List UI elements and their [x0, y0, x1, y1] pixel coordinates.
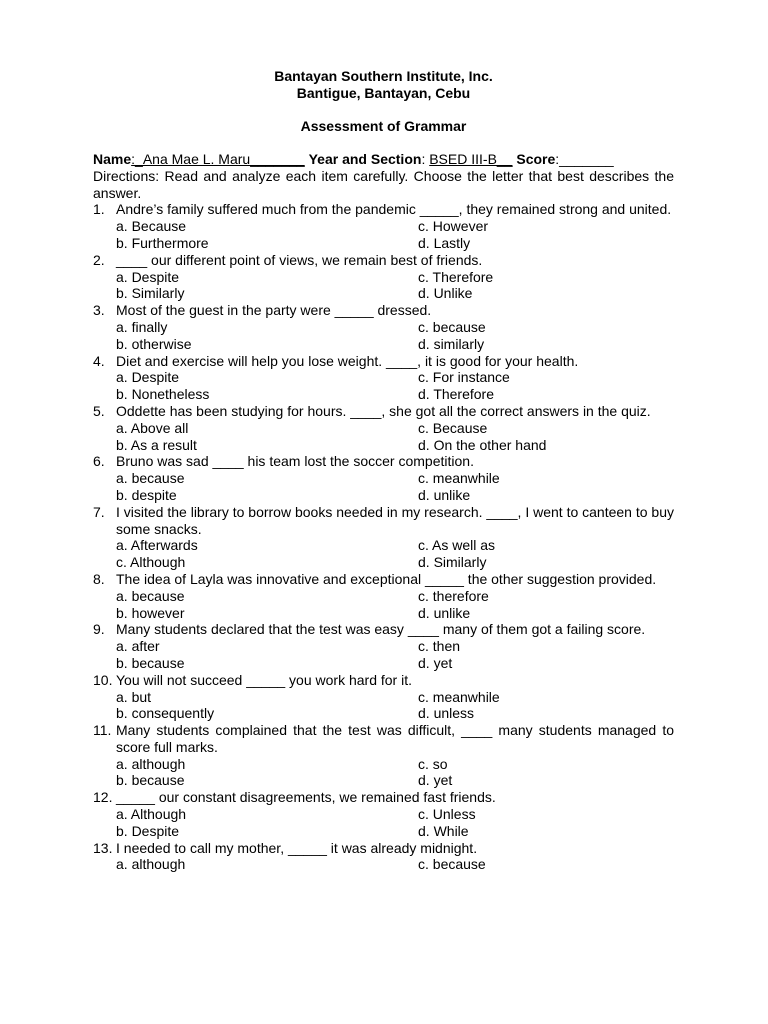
- score-label: Score: [516, 151, 556, 167]
- option-d: d. yet: [418, 654, 453, 671]
- question-item: [93, 621, 674, 671]
- question-text: Most of the guest in the party were _____ dressed.: [116, 302, 432, 319]
- question-number: 8.: [93, 570, 105, 587]
- option-b: b. because: [116, 654, 185, 671]
- directions: Directions: Read and analyze each item carefully. Choose the letter that best describes the answer.: [93, 167, 674, 201]
- option-d: d. similarly: [418, 335, 485, 352]
- option-row: [116, 218, 674, 235]
- question-number: 7.: [93, 503, 105, 520]
- option-c: c. then: [418, 638, 461, 655]
- answer-options: [93, 638, 674, 672]
- question-text: Bruno was sad ____ his team lost the soccer competition.: [116, 453, 474, 470]
- option-row: [116, 823, 674, 840]
- question-item: [93, 201, 674, 251]
- question-stem: [93, 453, 674, 470]
- option-a: a. Because: [116, 218, 187, 235]
- option-b: b. consequently: [116, 705, 215, 722]
- option-a: a. after: [116, 638, 160, 655]
- option-row: [116, 336, 674, 353]
- option-d: d. Unlike: [418, 285, 473, 302]
- answer-options: [93, 588, 674, 622]
- question-list: [93, 201, 674, 873]
- question-text: I visited the library to borrow books needed in my research. ____, I went to canteen to buy some snacks.: [116, 503, 674, 537]
- question-number: 13.: [93, 839, 113, 856]
- option-row: [116, 554, 674, 571]
- score-value: :_______: [555, 151, 614, 167]
- option-d: d. Similarly: [418, 554, 487, 571]
- question-text: You will not succeed _____ you work hard for it.: [116, 671, 412, 688]
- option-c: c. Unless: [418, 806, 476, 823]
- school-name: Bantayan Southern Institute, Inc.: [274, 68, 493, 84]
- assessment-title: Assessment of Grammar: [300, 118, 467, 134]
- option-b: b. As a result: [116, 436, 197, 453]
- option-a: a. Above all: [116, 419, 189, 436]
- answer-options: [93, 369, 674, 403]
- option-row: [116, 420, 674, 437]
- question-item: [93, 453, 674, 503]
- option-a: a. because: [116, 470, 185, 487]
- answer-options: [93, 689, 674, 723]
- option-b: b. despite: [116, 486, 177, 503]
- option-b: b. Furthermore: [116, 234, 209, 251]
- option-a: a. Despite: [116, 369, 180, 386]
- year-section-label: Year and Section: [308, 151, 422, 167]
- option-a: a. although: [116, 755, 186, 772]
- question-number: 1.: [93, 201, 105, 218]
- question-number: 4.: [93, 352, 105, 369]
- option-row: [116, 856, 674, 873]
- option-row: [116, 588, 674, 605]
- option-c: c. As well as: [418, 537, 496, 554]
- option-a: a. Although: [116, 806, 187, 823]
- question-stem: [93, 403, 674, 420]
- question-text: _____ our constant disagreements, we remained fast friends.: [116, 789, 496, 806]
- option-row: [116, 470, 674, 487]
- option-a: a. Despite: [116, 268, 180, 285]
- option-row: [116, 705, 674, 722]
- option-d: d. yet: [418, 772, 453, 789]
- option-d: d. While: [418, 822, 469, 839]
- question-item: [93, 252, 674, 302]
- option-c: c. meanwhile: [418, 688, 500, 705]
- option-row: [116, 285, 674, 302]
- option-row: [116, 655, 674, 672]
- question-stem: [93, 302, 674, 319]
- option-row: [116, 806, 674, 823]
- answer-options: [93, 218, 674, 252]
- question-stem: [93, 672, 674, 689]
- question-stem: [93, 722, 674, 756]
- option-b: c. Although: [116, 554, 186, 571]
- option-row: [116, 638, 674, 655]
- option-d: d. Therefore: [418, 386, 495, 403]
- question-item: [93, 672, 674, 722]
- question-number: 5.: [93, 402, 105, 419]
- option-a: a. finally: [116, 318, 168, 335]
- question-item: [93, 302, 674, 352]
- answer-options: [93, 756, 674, 790]
- question-number: 10.: [93, 671, 113, 688]
- option-b: b. otherwise: [116, 335, 192, 352]
- question-text: I needed to call my mother, _____ it was already midnight.: [116, 839, 478, 856]
- question-item: [93, 571, 674, 621]
- question-item: [93, 840, 674, 874]
- question-number: 12.: [93, 789, 113, 806]
- question-number: 9.: [93, 621, 105, 638]
- option-row: [116, 537, 674, 554]
- option-c: c. therefore: [418, 587, 489, 604]
- option-c: c. Because: [418, 419, 488, 436]
- question-stem: [93, 252, 674, 269]
- option-b: b. Nonetheless: [116, 386, 210, 403]
- question-item: [93, 789, 674, 839]
- answer-options: [93, 806, 674, 840]
- option-c: c. Therefore: [418, 268, 494, 285]
- option-b: b. because: [116, 772, 185, 789]
- question-stem: [93, 789, 674, 806]
- option-d: d. On the other hand: [418, 436, 547, 453]
- name-label: Name: [93, 151, 132, 167]
- option-row: [116, 319, 674, 336]
- option-row: [116, 772, 674, 789]
- option-c: c. because: [418, 318, 486, 335]
- option-row: [116, 756, 674, 773]
- option-c: c. meanwhile: [418, 470, 500, 487]
- question-item: [93, 722, 674, 789]
- option-c: c. For instance: [418, 369, 510, 386]
- question-text: ____ our different point of views, we remain best of friends.: [116, 251, 483, 268]
- option-d: d. Lastly: [418, 234, 471, 251]
- option-row: [116, 487, 674, 504]
- question-number: 6.: [93, 453, 105, 470]
- option-row: [116, 689, 674, 706]
- question-text: Many students declared that the test was easy ____ many of them got a failing score.: [116, 621, 646, 638]
- answer-options: [93, 319, 674, 353]
- question-number: 11.: [93, 722, 112, 739]
- option-row: [116, 386, 674, 403]
- question-stem: [93, 504, 674, 538]
- question-item: [93, 504, 674, 571]
- question-item: [93, 353, 674, 403]
- question-text: Diet and exercise will help you lose weight. ____, it is good for your health.: [116, 352, 579, 369]
- answer-options: [93, 856, 674, 873]
- question-text: Oddette has been studying for hours. ____, she got all the correct answers in the quiz.: [116, 402, 651, 419]
- question-stem: [93, 840, 674, 857]
- option-row: [116, 437, 674, 454]
- question-text: The idea of Layla was innovative and exceptional _____ the other suggestion provided.: [116, 570, 657, 587]
- year-section-value: BSED III-B__: [429, 151, 513, 167]
- option-d: d. unless: [418, 705, 475, 722]
- option-b: b. however: [116, 604, 185, 621]
- question-stem: [93, 621, 674, 638]
- question-text: Andre’s family suffered much from the pandemic _____, they remained strong and united.: [116, 201, 672, 218]
- option-c: c. However: [418, 218, 489, 235]
- question-text: Many students complained that the test was difficult, ____ many students managed to score full marks.: [116, 722, 674, 755]
- option-a: a. but: [116, 688, 152, 705]
- question-stem: [93, 571, 674, 588]
- answer-options: [93, 269, 674, 303]
- student-info-line: Name:_Ana Mae L. Maru_______ Year and Section: BSED III-B__ Score:_______: [93, 151, 614, 167]
- option-b: b. Despite: [116, 822, 180, 839]
- name-value: :_Ana Mae L. Maru_______: [131, 151, 305, 167]
- question-stem: [93, 201, 674, 218]
- option-c: c. so: [418, 755, 448, 772]
- option-d: d. unlike: [418, 604, 471, 621]
- question-number: 2.: [93, 251, 105, 268]
- option-a: a. because: [116, 587, 185, 604]
- answer-options: [93, 470, 674, 504]
- question-stem: [93, 353, 674, 370]
- question-item: [93, 403, 674, 453]
- option-row: [116, 235, 674, 252]
- question-number: 3.: [93, 302, 105, 319]
- option-c: c. because: [418, 856, 486, 873]
- option-row: [116, 369, 674, 386]
- answer-options: [93, 537, 674, 571]
- answer-options: [93, 420, 674, 454]
- option-b: b. Similarly: [116, 285, 185, 302]
- school-address: Bantigue, Bantayan, Cebu: [296, 85, 471, 101]
- option-row: [116, 605, 674, 622]
- option-a: a. although: [116, 856, 186, 873]
- option-row: [116, 269, 674, 286]
- option-d: d. unlike: [418, 486, 471, 503]
- option-a: a. Afterwards: [116, 537, 198, 554]
